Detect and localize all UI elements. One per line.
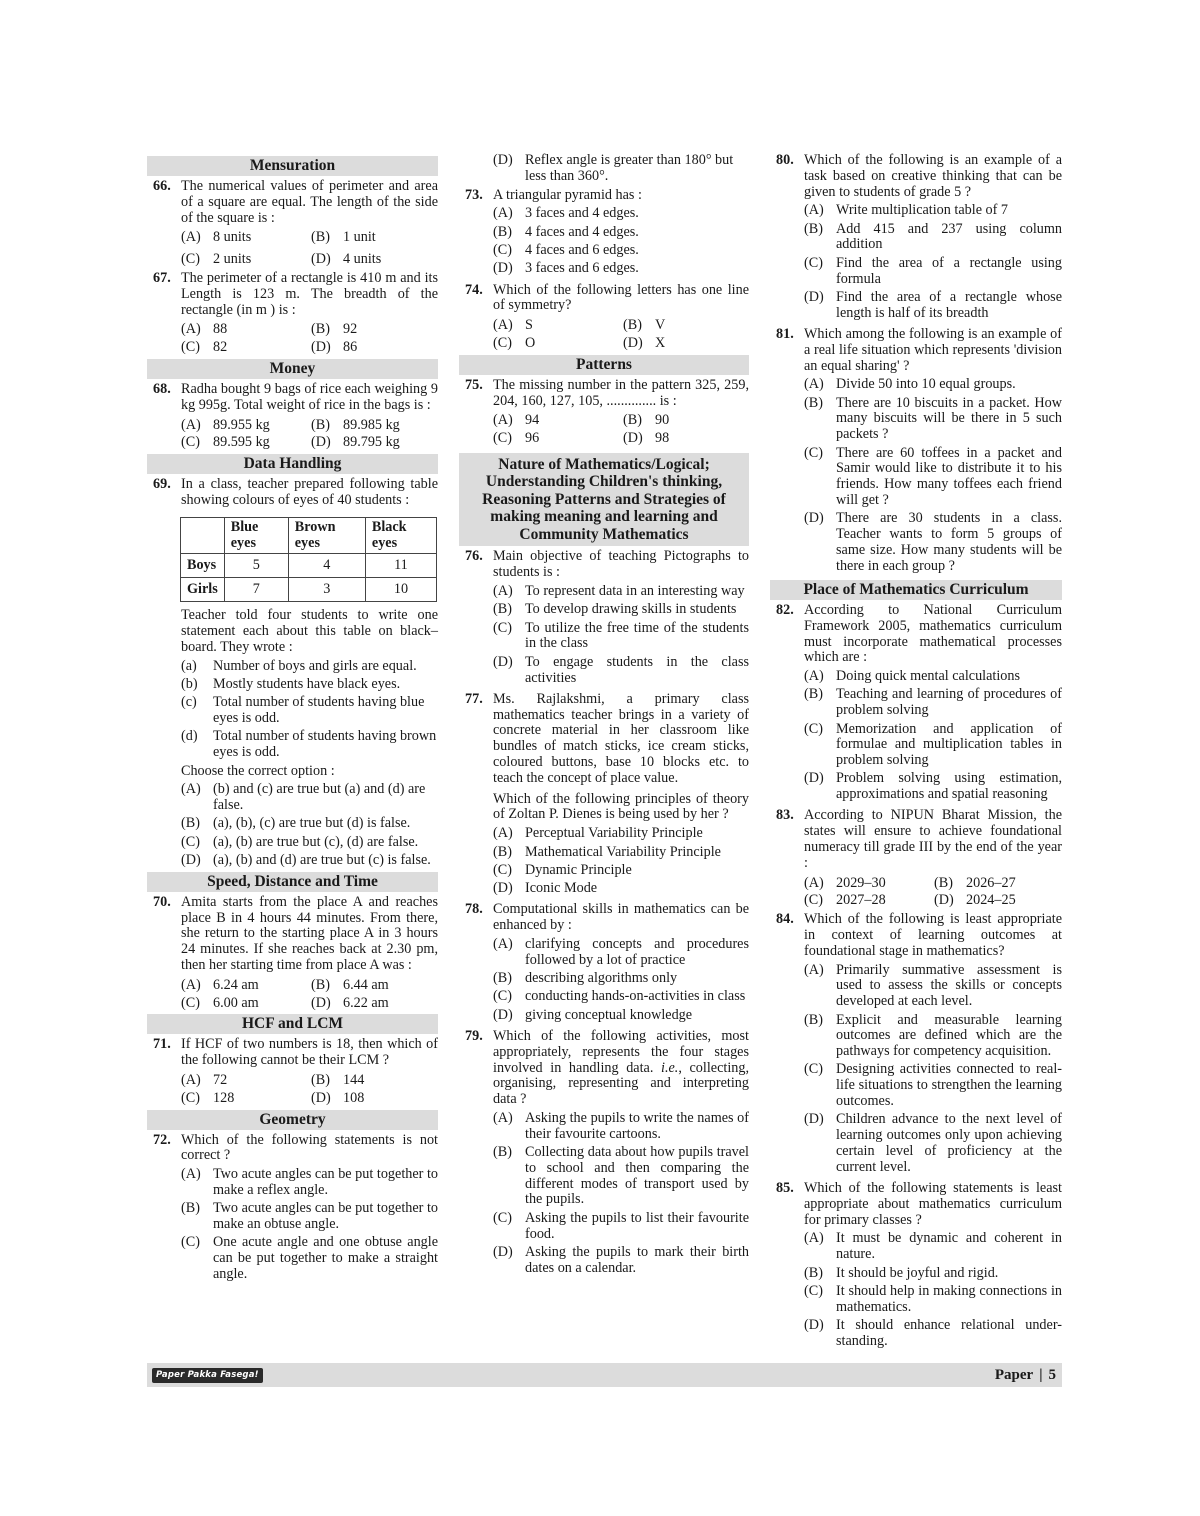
statement-b: Mostly students have black eyes.	[213, 676, 401, 693]
section-heading-geometry: Geometry	[147, 1110, 438, 1130]
option-d: Problem solving using estimation, approximations and spatial reasoning	[836, 770, 1062, 803]
option-d: giving conceptual knowledge	[525, 1006, 693, 1023]
option-b: To develop drawing skills in students	[525, 601, 737, 618]
options: (A) Asking the pupils to write the names of their favourite cartoons. (B) Collecting data about how pupils travel to school and then comparing the different modes of transport used by the pupils. (C) Asking the pupils to list their favourite food. (D) Asking the pupils to mark their birth dates on a calendar.	[493, 1109, 749, 1276]
option-d: X	[655, 334, 666, 351]
option-a: It must be dynamic and coherent in nature.	[836, 1230, 1062, 1263]
question-69-continued	[181, 608, 438, 868]
options: (A) Divide 50 into 10 equal groups. (B) There are 10 biscuits in a packet. How many biscuits will be there in 5 such packets ? (C) There are 60 toffees in a packet and Samir would like to distribute it to his friends. How many toffees each friend will get ? (D) There are 30 students in a class. Teacher wants to form 5 groups of same size. How many students will be there in each group ?	[804, 376, 1062, 574]
options: (A) Write multiplication table of 7 (B) Add 415 and 237 using column addition (C) Find the area of a rectangle using formula (D) Find the area of a rectangle whose length is half of its breadth	[804, 202, 1062, 321]
options: (A) 88 (B) 92 (C) 82 (D) 86	[181, 321, 358, 356]
section-heading-nature-of-mathematics: Nature of Mathematics/Logical; Understanding Children's thinking, Reasoning Patterns and Strategies of making meaning and learning and Community Mathematics	[459, 453, 749, 547]
question-number: 67.	[153, 269, 171, 286]
question-79	[459, 1029, 749, 1279]
question-number: 66.	[153, 178, 171, 194]
table-row: Boys 5 4 11	[181, 554, 437, 578]
options: (A) 8 units (B) 1 unit (C) 2 units (D) 4 units	[181, 229, 382, 268]
statement-d: Total number of students having brown eyes is odd.	[213, 728, 437, 761]
question-text: Which of the following statements is least appropriate about mathematics curriculum for primary classes ?	[804, 1180, 1062, 1228]
option-d: (a), (b) and (d) are true but (c) is false.	[213, 852, 431, 868]
question-text: The missing number in the pattern 325, 259, 204, 160, 127, 105, .............. is :	[493, 376, 749, 409]
option-a: (b) and (c) are true but (a) and (d) are false.	[213, 781, 426, 814]
question-number: 68.	[153, 380, 171, 397]
question-number: 76.	[465, 548, 483, 565]
option-b: 89.985 kg	[343, 416, 400, 433]
question-text: According to NIPUN Bharat Mission, the states will ensure to achieve foundational numeracy till grade III by the end of the year :	[804, 807, 1062, 871]
section-heading-speed-distance-time: Speed, Distance and Time	[147, 872, 438, 892]
options: (A) 72 (B) 144 (C) 128 (D) 108	[181, 1071, 365, 1106]
option-c: conducting hands-on-activities in class	[525, 988, 746, 1005]
option-a: Two acute angles can be put together to make a reflex angle.	[213, 1166, 438, 1198]
question-84	[770, 912, 1062, 1178]
question-text: The perimeter of a rectangle is 410 m and its Length is 123 m. The breadth of the rectangle (in m ) is :	[181, 269, 438, 318]
options: (A) 94 (B) 90 (C) 96 (D) 98	[493, 412, 670, 447]
option-b: 90	[655, 412, 670, 429]
option-b: It should be joyful and rigid.	[836, 1264, 999, 1281]
table-header-cell	[181, 517, 225, 554]
option-b: 4 faces and 4 edges.	[525, 223, 639, 240]
eye-colour-table	[180, 517, 437, 603]
section-heading-money: Money	[147, 359, 438, 379]
question-text: Which among the following is an example of a real life situation which represents 'division an equal sharing' ?	[804, 325, 1062, 374]
table-header-cell: Brown eyes	[288, 517, 365, 554]
option-d: Iconic Mode	[525, 880, 598, 897]
option-c: 6.00 am	[213, 994, 259, 1011]
option-b: Explicit and measurable learning outcomes are defined which are the pathways for competency acquisition.	[836, 1011, 1062, 1060]
page-number: 5	[1048, 1367, 1056, 1383]
question-number: 78.	[465, 901, 483, 918]
statement-a: Number of boys and girls are equal.	[213, 657, 417, 674]
option-d: Children advance to the next level of learning outcomes only upon achieving certain level of proficiency at the current level.	[836, 1111, 1062, 1175]
option-b: describing algorithms only	[525, 970, 678, 987]
question-text: In a class, teacher prepared following table showing colours of eyes of 40 students :	[181, 476, 438, 508]
section-heading-mensuration: Mensuration	[147, 156, 438, 176]
option-b: 92	[343, 321, 358, 338]
options: (A) Doing quick mental calculations (B) Teaching and learning of procedures of problem solving (C) Memorization and application of formulae and multiplication tables in problem solving (D) Problem solving using estimation, approximations and spatial reasoning	[804, 668, 1062, 803]
question-78	[459, 902, 749, 1026]
question-text: A triangular pyramid has :	[493, 186, 642, 203]
section-heading-place-of-mathematics-curriculum: Place of Mathematics Curriculum	[770, 580, 1062, 600]
option-c: There are 60 toffees in a packet and Samir would like to distribute it to his friends. How many toffees each friend will get ?	[836, 444, 1062, 508]
question-77	[459, 692, 749, 900]
option-a: 3 faces and 4 edges.	[525, 205, 639, 222]
question-85	[770, 1181, 1062, 1352]
question-73	[459, 188, 749, 280]
question-72-continued: (D) Reflex angle is greater than 180° but less than 360°.	[493, 153, 749, 185]
question-number: 84.	[776, 911, 794, 928]
footer-label: Paper	[994, 1367, 1034, 1383]
question-69	[147, 477, 438, 608]
option-d: 4 units	[343, 251, 382, 268]
option-d: 86	[343, 339, 358, 356]
options: (A) S (B) V (C) O (D) X	[493, 317, 666, 351]
option-c: (a), (b) are true but (c), (d) are false.	[213, 833, 419, 850]
question-text: Which of the following statements is not correct ?	[181, 1131, 438, 1164]
question-number: 70.	[153, 893, 171, 910]
table-header-cell: Black eyes	[365, 517, 436, 554]
options: (A) 89.955 kg (B) 89.985 kg (C) 89.595 kg (D) 89.795 kg	[181, 416, 400, 451]
option-a: 8 units	[213, 229, 252, 246]
question-text: Ms. Rajlakshmi, a primary class mathematics teacher brings in a variety of concrete material in her classroom like bundles of match sticks, ice cream sticks, coloured buttons, base 10 blocks etc. to teach the concept of place value.	[493, 690, 749, 786]
option-b: 1 unit	[343, 229, 376, 246]
question-74	[459, 283, 749, 352]
option-d: Asking the pupils to mark their birth dates on a calendar.	[525, 1243, 749, 1276]
option-c: One acute angle and one obtuse angle can be put together to make a straight angle.	[213, 1234, 438, 1282]
option-b: (a), (b), (c) are true but (d) is false.	[213, 815, 411, 832]
question-number: 80.	[776, 152, 794, 168]
page-footer	[147, 1363, 1062, 1387]
question-text: Which of the following letters has one line of symmetry?	[493, 281, 749, 314]
brand-logo: Paper Pakka Fasega!	[152, 1368, 263, 1383]
option-a: S	[525, 317, 533, 334]
option-a: 94	[525, 412, 540, 429]
question-71	[147, 1037, 438, 1106]
option-a: 88	[213, 321, 228, 338]
option-c: 128	[213, 1089, 235, 1106]
option-a: Asking the pupils to write the names of their favourite cartoons.	[525, 1109, 749, 1142]
option-c: 96	[525, 430, 540, 447]
option-a: Write multiplication table of 7	[836, 202, 1008, 219]
option-d: 2024–25	[966, 892, 1016, 909]
option-b: V	[655, 317, 666, 334]
option-a: Doing quick mental calculations	[836, 668, 1020, 685]
options: (A) It must be dynamic and coherent in nature. (B) It should be joyful and rigid. (C) It should help in making connections in mathematics. (D) It should enhance relational under-standing.	[804, 1230, 1062, 1349]
option-b: Mathematical Variability Principle	[525, 843, 721, 860]
option-d: 3 faces and 6 edges.	[525, 260, 639, 277]
question-number: 72.	[153, 1131, 171, 1148]
option-a: 89.955 kg	[213, 416, 270, 433]
options: (A) Two acute angles can be put together to make a reflex angle. (B) Two acute angles can be put together to make an obtuse angle. (C) One acute angle and one obtuse angle can be put together to make a straight angle.	[181, 1166, 438, 1282]
question-text: Which of the following activities, most appropriately, represents the four stages involved in handling data. i.e., collecting, organising, representing and interpreting data ?	[493, 1027, 749, 1108]
question-66	[147, 179, 438, 268]
option-c: Find the area of a rectangle using formula	[836, 254, 1062, 287]
question-number: 74.	[465, 281, 483, 298]
options: (A) clarifying concepts and procedures followed by a lot of practice (B) describing algorithms only (C) conducting hands-on-activities in class (D) giving conceptual knowledge	[493, 935, 749, 1023]
option-c: It should help in making connections in mathematics.	[836, 1282, 1062, 1315]
option-a: clarifying concepts and procedures followed by a lot of practice	[525, 935, 749, 968]
option-b: Two acute angles can be put together to make an obtuse angle.	[213, 1200, 438, 1233]
column-3	[770, 153, 1062, 1352]
question-text: Which of the following is an example of a task based on creative thinking that can be given to students of grade 5 ?	[804, 152, 1062, 200]
option-d: Find the area of a rectangle whose length is half of its breadth	[836, 288, 1062, 321]
option-a: To represent data in an interesting way	[525, 583, 745, 600]
question-text: Main objective of teaching Pictographs to students is :	[493, 548, 749, 581]
question-number: 75.	[465, 376, 483, 393]
question-number: 71.	[153, 1036, 171, 1053]
column-2	[459, 153, 749, 1279]
section-heading-patterns: Patterns	[459, 355, 749, 375]
option-b: Collecting data about how pupils travel to school and then comparing the different modes of transport used by the pupils.	[525, 1144, 749, 1208]
option-a: 2029–30	[836, 874, 886, 891]
question-number: 85.	[776, 1180, 794, 1197]
question-83	[770, 808, 1062, 909]
option-a: 6.24 am	[213, 976, 259, 993]
question-number: 69.	[153, 476, 171, 493]
option-d: Reflex angle is greater than 180° but less than 360°.	[525, 152, 734, 184]
option-c: 4 faces and 6 edges.	[525, 241, 639, 258]
question-text: Amita starts from the place A and reaches place B in 4 hours 44 minutes. From there, she return to the starting place A in 3 hours 24 minutes. If she reaches back at 2.30 pm, then her starting time from place A was :	[181, 893, 438, 973]
section-heading-data-handling: Data Handling	[147, 454, 438, 474]
option-c: 2027–28	[836, 892, 886, 909]
question-80	[770, 153, 1062, 324]
options: (A) To represent data in an interesting way (B) To develop drawing skills in students (C) To utilize the free time of the students in the class (D) To engage students in the class activities	[493, 583, 749, 686]
table-header-cell: Blue eyes	[224, 517, 288, 554]
question-text: Which of the following is least appropriate in context of learning outcomes at foundational stage in mathematics?	[804, 911, 1062, 959]
options: (A) 6.24 am (B) 6.44 am (C) 6.00 am (D) 6.22 am	[181, 976, 389, 1011]
instruction-text: Choose the correct option :	[181, 762, 335, 779]
option-c: O	[525, 334, 536, 351]
option-c: To utilize the free time of the students in the class	[525, 619, 749, 652]
options: (A) Perceptual Variability Principle (B) Mathematical Variability Principle (C) Dynamic Principle (D) Iconic Mode	[493, 826, 749, 897]
option-b: 2026–27	[966, 874, 1016, 891]
statements: (a) Number of boys and girls are equal. (b) Mostly students have black eyes. (c) Total number of students having blue eyes is odd. (d) Total number of students having brown eyes is odd.	[181, 657, 437, 761]
option-a: Perceptual Variability Principle	[525, 825, 703, 842]
question-text: According to National Curriculum Framework 2005, mathematics curriculum must incorporate mathematical processes which are :	[804, 601, 1062, 666]
options: (A) 3 faces and 4 edges. (B) 4 faces and 4 edges. (C) 4 faces and 6 edges. (D) 3 faces and 6 edges.	[493, 206, 749, 277]
option-d: 98	[655, 430, 670, 447]
column-1	[147, 153, 438, 1285]
option-a: Divide 50 into 10 equal groups.	[836, 376, 1016, 393]
options: (A) Primarily summative assessment is used to assess the skills or concepts developed at each level. (B) Explicit and measurable learning outcomes are defined which are the pathways for competency acquisition. (C) Designing activities connected to real-life situations to strengthen the learning outcomes. (D) Children advance to the next level of learning outcomes only upon achieving certain level of proficiency at the current level.	[804, 961, 1062, 1175]
footer-separator: |	[1039, 1367, 1043, 1383]
option-d: There are 30 students in a class. Teacher wants to form 5 groups of same size. How many students will be there in each group ?	[836, 510, 1062, 574]
question-number: 73.	[465, 186, 483, 203]
options: (A) (b) and (c) are true but (a) and (d) are false. (B) (a), (b), (c) are true but (d) is false. (C) (a), (b) are true but (c), (d) are false. (D) (a), (b) and (d) are true but (c) is false.	[181, 782, 438, 868]
option-a: Primarily summative assessment is used to assess the skills or concepts developed at each level.	[836, 961, 1062, 1010]
option-b: Teaching and learning of procedures of problem solving	[836, 686, 1062, 719]
option-c: Designing activities connected to real-life situations to strengthen the learning outcomes.	[836, 1061, 1062, 1110]
question-67	[147, 271, 438, 356]
option-c: 82	[213, 339, 228, 356]
option-d: 108	[343, 1089, 365, 1106]
option-c: Memorization and application of formulae and multiplication tables in problem solving	[836, 720, 1062, 769]
option-c: 2 units	[213, 251, 252, 268]
question-70	[147, 895, 438, 1012]
question-number: 82.	[776, 601, 794, 618]
question-number: 83.	[776, 807, 794, 824]
question-82	[770, 603, 1062, 806]
option-d: To engage students in the class activities	[525, 653, 749, 686]
question-number: 81.	[776, 325, 794, 342]
question-81	[770, 327, 1062, 577]
option-d: 89.795 kg	[343, 434, 400, 451]
question-72	[147, 1133, 438, 1286]
section-heading-hcf-lcm: HCF and LCM	[147, 1014, 438, 1034]
option-b: There are 10 biscuits in a packet. How many biscuits will be there in 5 such packets ?	[836, 394, 1062, 443]
option-a: 72	[213, 1071, 228, 1088]
option-d: 6.22 am	[343, 994, 389, 1011]
question-68	[147, 382, 438, 451]
option-b: Add 415 and 237 using column addition	[836, 220, 1062, 253]
question-75	[459, 378, 749, 447]
option-b: 6.44 am	[343, 976, 389, 993]
question-number: 77.	[465, 690, 483, 707]
option-b: 144	[343, 1071, 365, 1088]
page-number-label	[995, 1363, 1056, 1387]
question-76	[459, 549, 749, 688]
table-row: Girls 7 3 10	[181, 578, 437, 602]
question-text: If HCF of two numbers is 18, then which of the following cannot be their LCM ?	[181, 1036, 438, 1069]
question-text: The numerical values of perimeter and area of a square are equal. The length of the side of the square is :	[181, 178, 438, 226]
question-number: 79.	[465, 1027, 483, 1044]
option-c: 89.595 kg	[213, 434, 270, 451]
options: (A) 2029–30 (B) 2026–27 (C) 2027–28 (D) 2024–25	[804, 874, 1016, 909]
statement-c: Total number of students having blue eyes is odd.	[213, 694, 425, 727]
question-text: Computational skills in mathematics can be enhanced by :	[493, 901, 749, 934]
option-c: Asking the pupils to list their favourite food.	[525, 1209, 749, 1242]
option-c: Dynamic Principle	[525, 861, 632, 878]
question-text: Radha bought 9 bags of rice each weighing 9 kg 995g. Total weight of rice in the bags is :	[181, 380, 438, 413]
option-d: It should enhance relational under-standing.	[836, 1316, 1062, 1349]
question-text-2: Which of the following principles of theory of Zoltan P. Dienes is being used by her ?	[493, 790, 749, 823]
question-text: Teacher told four students to write one statement each about this table on black–board. They wrote :	[181, 607, 438, 655]
